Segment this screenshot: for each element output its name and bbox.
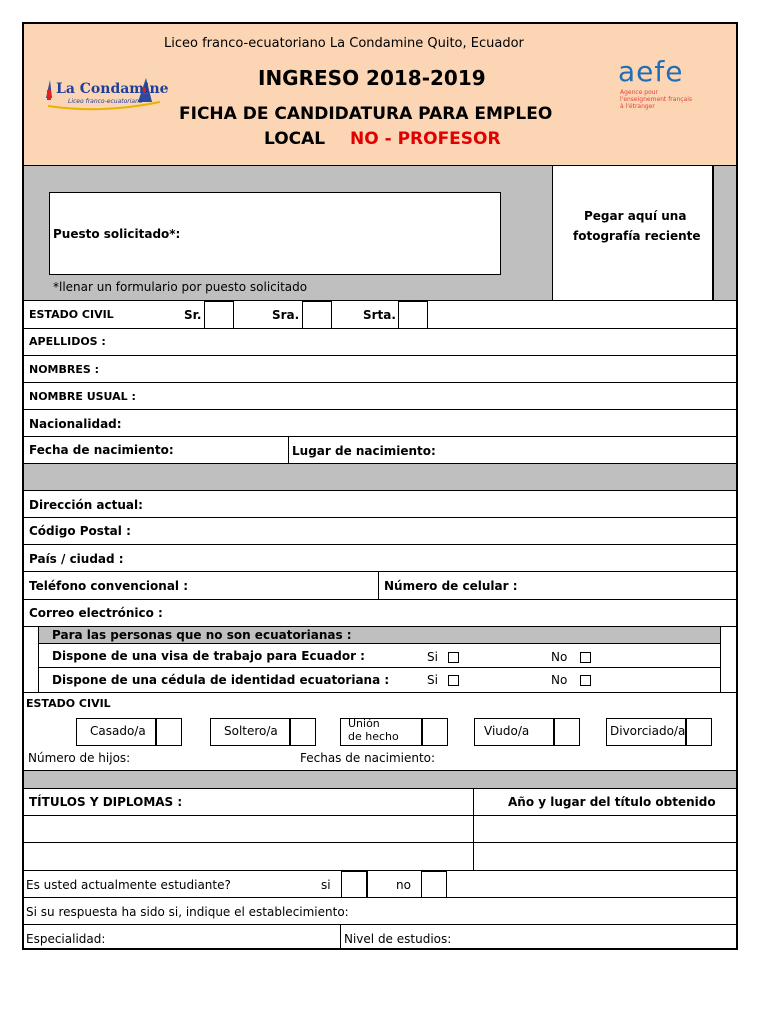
apellidos-input[interactable] <box>134 329 734 355</box>
fecha-nacimiento-label: Fecha de nacimiento: <box>29 443 174 457</box>
photo-label-1: Pegar aquí una <box>584 209 687 223</box>
casado-label: Casado/a <box>90 724 146 738</box>
position-note: *llenar un formulario por puesto solicitado <box>53 280 308 294</box>
aefe-tagline-2: l'enseignement français <box>620 96 693 103</box>
photo-label-2: fotografía reciente <box>573 229 701 243</box>
union-label-2: de hecho <box>348 730 399 743</box>
estudiante-no-label: no <box>396 878 411 892</box>
viudo-label: Viudo/a <box>484 724 530 738</box>
fechas-nacimiento-hijos-label: Fechas de nacimiento: <box>300 751 436 765</box>
visa-si-checkbox[interactable] <box>448 652 459 663</box>
cedula-no-label: No <box>551 673 568 687</box>
apellidos-label: APELLIDOS : <box>29 335 106 348</box>
titulo-row-1[interactable] <box>24 816 473 842</box>
photo-side-gray <box>714 166 736 300</box>
visa-no-checkbox[interactable] <box>580 652 591 663</box>
nombres-label: NOMBRES : <box>29 363 100 376</box>
estudiante-no-checkbox[interactable] <box>421 871 447 898</box>
estado-civil-label: ESTADO CIVIL <box>29 308 114 321</box>
section-divider-2 <box>24 771 736 788</box>
celular-label: Número de celular : <box>384 579 518 593</box>
nombre-usual-label: NOMBRE USUAL : <box>29 390 136 403</box>
direccion-input[interactable] <box>144 491 734 517</box>
sra-checkbox[interactable] <box>302 301 332 329</box>
sr-label: Sr. <box>184 308 202 322</box>
nivel-estudios-label: Nivel de estudios: <box>344 932 452 946</box>
sr-checkbox[interactable] <box>204 301 234 329</box>
form-subtitle-red: NO - PROFESOR <box>350 129 501 149</box>
aefe-tagline-1: Agence pour <box>620 89 659 96</box>
aefe-logo <box>618 56 728 126</box>
titulos-label: TÍTULOS Y DIPLOMAS : <box>29 795 183 809</box>
union-checkbox[interactable] <box>422 718 448 746</box>
form-subtitle: FICHA DE CANDIDATURA PARA EMPLEO <box>179 104 553 124</box>
soltero-checkbox[interactable] <box>290 718 316 746</box>
divorciado-checkbox[interactable] <box>686 718 712 746</box>
la-condamine-logo <box>42 68 170 116</box>
telefono-label: Teléfono convencional : <box>29 579 189 593</box>
civil-label: ESTADO CIVIL <box>26 697 111 710</box>
correo-label: Correo electrónico : <box>29 606 163 620</box>
viudo-checkbox[interactable] <box>554 718 580 746</box>
cedula-si-label: Si <box>427 673 438 687</box>
titulo-row-2[interactable] <box>24 843 473 870</box>
foreigners-header: Para las personas que no son ecuatorianas : <box>52 628 352 642</box>
nacionalidad-label: Nacionalidad: <box>29 417 122 431</box>
estudiante-si-label: si <box>321 878 331 892</box>
establecimiento-label: Si su respuesta ha sido si, indique el establecimiento: <box>26 905 349 919</box>
visa-no-label: No <box>551 650 568 664</box>
srta-label: Srta. <box>363 308 396 322</box>
form-subtitle-local: LOCAL <box>264 129 326 149</box>
aefe-logo-text: aefe <box>618 55 684 88</box>
position-label: Puesto solicitado*: <box>53 227 181 241</box>
estudiante-question: Es usted actualmente estudiante? <box>26 878 231 892</box>
la-condamine-logo-text: La Condamine <box>56 81 169 97</box>
union-label-1: Unión <box>348 717 380 730</box>
soltero-label: Soltero/a <box>224 724 278 738</box>
direccion-label: Dirección actual: <box>29 498 143 512</box>
application-form <box>22 22 738 950</box>
codigo-postal-label: Código Postal : <box>29 524 131 538</box>
nombres-input[interactable] <box>134 356 734 382</box>
especialidad-label: Especialidad: <box>26 932 106 946</box>
section-divider <box>24 464 736 490</box>
la-condamine-tagline: Liceo franco-ecuatoriano <box>68 98 143 105</box>
estudiante-si-checkbox[interactable] <box>341 871 367 898</box>
lugar-nacimiento-label: Lugar de nacimiento: <box>292 444 436 458</box>
anio-lugar-label: Año y lugar del título obtenido <box>508 795 716 809</box>
school-line: Liceo franco-ecuatoriano La Condamine Quito, Ecuador <box>164 36 524 51</box>
casado-checkbox[interactable] <box>156 718 182 746</box>
form-title: INGRESO 2018-2019 <box>258 66 486 90</box>
hijos-label: Número de hijos: <box>28 751 131 765</box>
divorciado-label: Divorciado/a <box>610 724 686 738</box>
nombre-usual-input[interactable] <box>154 383 734 409</box>
cedula-no-checkbox[interactable] <box>580 675 591 686</box>
aefe-tagline-3: à l'étranger <box>620 103 655 110</box>
pais-ciudad-label: País / ciudad : <box>29 552 124 566</box>
visa-si-label: Si <box>427 650 438 664</box>
sra-label: Sra. <box>272 308 300 322</box>
cedula-si-checkbox[interactable] <box>448 675 459 686</box>
srta-checkbox[interactable] <box>398 301 428 329</box>
cedula-question: Dispone de una cédula de identidad ecuatoriana : <box>52 673 390 687</box>
nacionalidad-input[interactable] <box>124 410 734 436</box>
visa-question: Dispone de una visa de trabajo para Ecuador : <box>52 649 365 663</box>
